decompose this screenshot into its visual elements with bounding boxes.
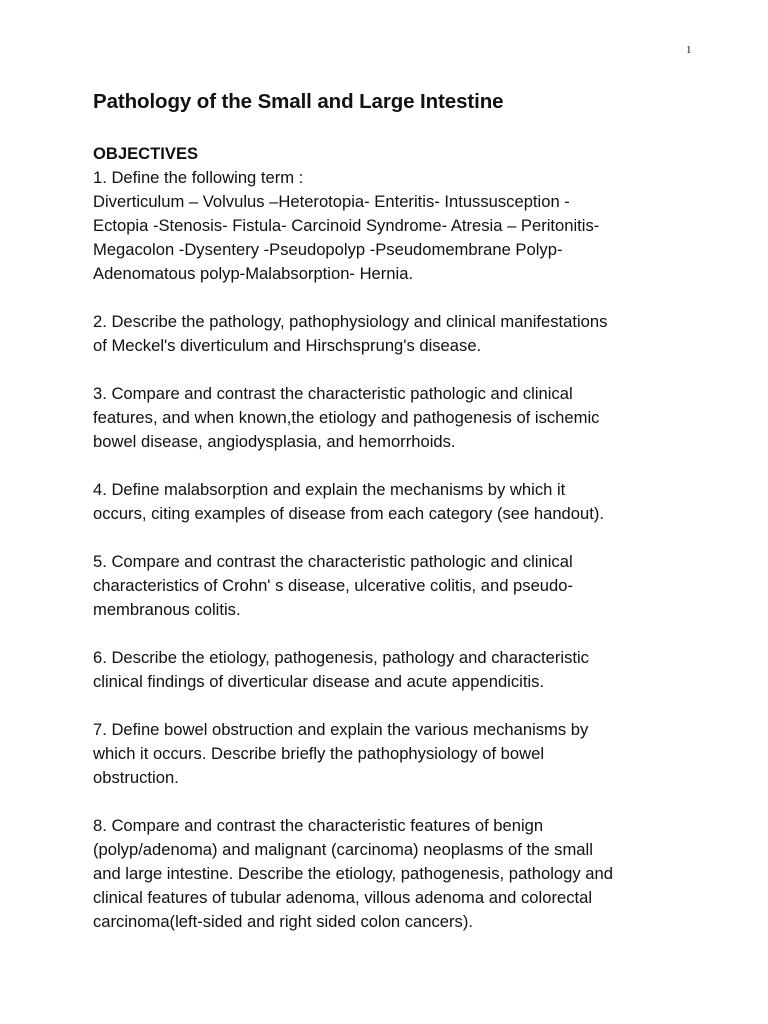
objective-line: Diverticulum – Volvulus –Heterotopia- Enteritis- Intussusception - <box>93 192 570 211</box>
objective-line: (polyp/adenoma) and malignant (carcinoma) neoplasms of the small <box>93 840 593 859</box>
objective-line: clinical findings of diverticular disease and acute appendicitis. <box>93 672 545 691</box>
objective-line: obstruction. <box>93 768 179 787</box>
objective-line: bowel disease, angiodysplasia, and hemorrhoids. <box>93 432 456 451</box>
objective-line: 5. Compare and contrast the characteristic pathologic and clinical <box>93 552 573 571</box>
objective-line: carcinoma(left-sided and right sided colon cancers). <box>93 912 473 931</box>
objective-line: 8. Compare and contrast the characteristic features of benign <box>93 816 544 835</box>
objective-line: characteristics of Crohn' s disease, ulcerative colitis, and pseudo- <box>93 576 574 595</box>
objective-line: Megacolon -Dysentery -Pseudopolyp -Pseudomembrane Polyp- <box>93 240 563 259</box>
objective-line: membranous colitis. <box>93 600 241 619</box>
objective-line: and large intestine. Describe the etiology, pathogenesis, pathology and <box>93 864 613 883</box>
page-title: Pathology of the Small and Large Intestine <box>93 90 504 113</box>
objective-item-6 <box>93 646 713 694</box>
objective-item-1 <box>93 166 713 286</box>
objective-line: 7. Define bowel obstruction and explain the various mechanisms by <box>93 720 589 739</box>
objective-item-7 <box>93 718 713 790</box>
objective-line: Ectopia -Stenosis- Fistula- Carcinoid Syndrome- Atresia – Peritonitis- <box>93 216 600 235</box>
objective-line: 1. Define the following term : <box>93 168 304 187</box>
objective-item-3 <box>93 382 713 454</box>
objective-line: of Meckel's diverticulum and Hirschsprung's disease. <box>93 336 482 355</box>
page-number: 1 <box>686 44 692 56</box>
document-body <box>93 142 713 934</box>
objective-line: which it occurs. Describe briefly the pathophysiology of bowel <box>93 744 545 763</box>
objective-item-4 <box>93 478 713 526</box>
objective-item-8 <box>93 814 713 934</box>
objective-line: clinical features of tubular adenoma, villous adenoma and colorectal <box>93 888 593 907</box>
objective-line: 4. Define malabsorption and explain the mechanisms by which it <box>93 480 566 499</box>
objective-item-5 <box>93 550 713 622</box>
objective-line: 3. Compare and contrast the characteristic pathologic and clinical <box>93 384 573 403</box>
objective-item-2 <box>93 310 713 358</box>
objective-line: 2. Describe the pathology, pathophysiology and clinical manifestations <box>93 312 608 331</box>
objective-line: features, and when known,the etiology and pathogenesis of ischemic <box>93 408 600 427</box>
objectives-heading: OBJECTIVES <box>93 144 199 163</box>
objective-line: occurs, citing examples of disease from each category (see handout). <box>93 504 604 523</box>
objective-line: Adenomatous polyp-Malabsorption- Hernia. <box>93 264 414 283</box>
objective-line: 6. Describe the etiology, pathogenesis, pathology and characteristic <box>93 648 589 667</box>
